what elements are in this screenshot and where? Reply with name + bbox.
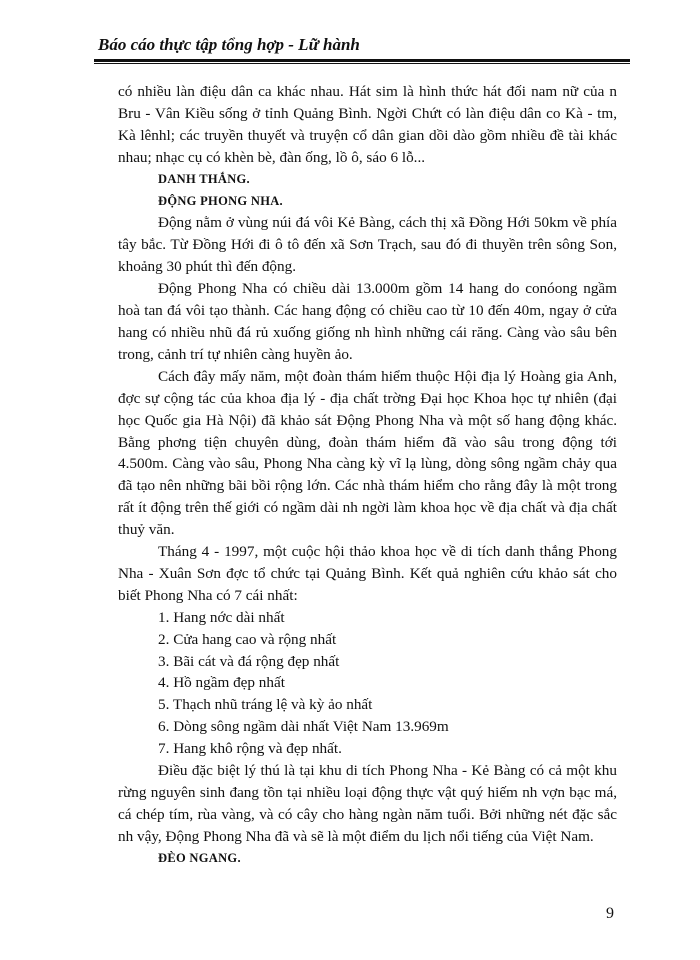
list-item: 1. Hang nớc dài nhất [158,608,285,626]
superlatives-list [118,607,617,760]
list-item: 6. Dòng sông ngầm dài nhất Việt Nam 13.969m [158,718,449,736]
page-number: 9 [606,905,614,922]
header-rule-thick [94,59,630,62]
list-item: 2. Cửa hang cao và rộng nhất [158,630,337,648]
paragraph-expedition: Cách đây mấy năm, một đoàn thám hiểm thuộc Hội địa lý Hoàng gia Anh, đợc sự cộng tác của khoa địa lý - địa chất trờng Đại học Khoa học tự nhiên (đại học Quốc gia Hà Nội) đã khảo sát Động Phong Nha và một số hang động khác. Bằng phơng tiện chuyên dùng, đoàn thám hiểm đã vào sâu trong động tới 4.500m. Càng vào sâu, Phong Nha càng kỳ vĩ lạ lùng, dòng sông ngầm chảy qua đã tạo nên những bãi bồi rộng lớn. Các nhà thám hiểm cho rằng đây là một trong rất ít động trên thế giới có ngầm dài nh ngời làm khoa học về địa chất và địa chất thuỷ văn. [118,367,617,539]
heading-deo-ngang: ĐÈO NGANG. [158,850,241,865]
document-body [118,81,617,870]
paragraph-ethnic-music: có nhiều làn điệu dân ca khác nhau. Hát sim là hình thức hát đối nam nữ của n Bru - Vân Kiều sống ở tỉnh Quảng Bình. Ngời Chứt có làn điệu dân co Kà - tm, Kà lênhl; các truyền thuyết và truyện cổ dân gian dồi dào gồm nhiều đề tài khác nhau; nhạc cụ có khèn bè, đàn ống, lồ ô, sáo 6 lỗ... [118,83,617,166]
heading-dong-phong-nha: ĐỘNG PHONG NHA. [158,193,283,208]
list-item: 4. Hồ ngầm đẹp nhất [158,674,285,692]
header-rule-thin [94,63,630,64]
paragraph-conference: Tháng 4 - 1997, một cuộc hội thảo khoa học về di tích danh thắng Phong Nha - Xuân Sơn đợc tổ chức tại Quảng Bình. Kết quả nghiên cứu khảo sát cho biết Phong Nha có 7 cái nhất: [118,543,617,604]
paragraph-location: Động nằm ở vùng núi đá vôi Kẻ Bàng, cách thị xã Đồng Hới 50km về phía tây bắc. Từ Đồng Hới đi ô tô đến xã Sơn Trạch, sau đó đi thuyền trên sông Son, khoảng 30 phút thì đến động. [118,214,617,276]
heading-danh-thang: DANH THẮNG. [158,171,250,186]
paragraph-forest: Điều đặc biệt lý thú là tại khu di tích Phong Nha - Kẻ Bàng có cả một khu rừng nguyên sinh đang tồn tại nhiều loại động thực vật quý hiếm nh vợn bạc má, cá chép tím, rùa vàng, và có cây cho hàng ngàn năm tuổi. Bởi những nét đặc sắc nh vậy, Động Phong Nha đã và sẽ là một điểm du lịch nổi tiếng của Việt Nam. [118,762,617,845]
document-header-title: Báo cáo thực tập tổng hợp - Lữ hành [98,35,360,54]
list-item: 7. Hang khô rộng và đẹp nhất. [158,740,342,758]
list-item: 3. Bãi cát và đá rộng đẹp nhất [158,652,340,670]
list-item: 5. Thạch nhũ tráng lệ và kỳ ảo nhất [158,696,373,714]
paragraph-cave-description: Động Phong Nha có chiều dài 13.000m gồm 14 hang do conóong ngầm hoà tan đá vôi tạo thành. Các hang động có chiều cao từ 10 đến 40m, ngay ở cửa hang có nhiều nhũ đá rủ xuống giống nh hình những cái răng. Càng vào sâu bên trong, cảnh trí tự nhiên càng huyền ảo. [118,280,617,363]
